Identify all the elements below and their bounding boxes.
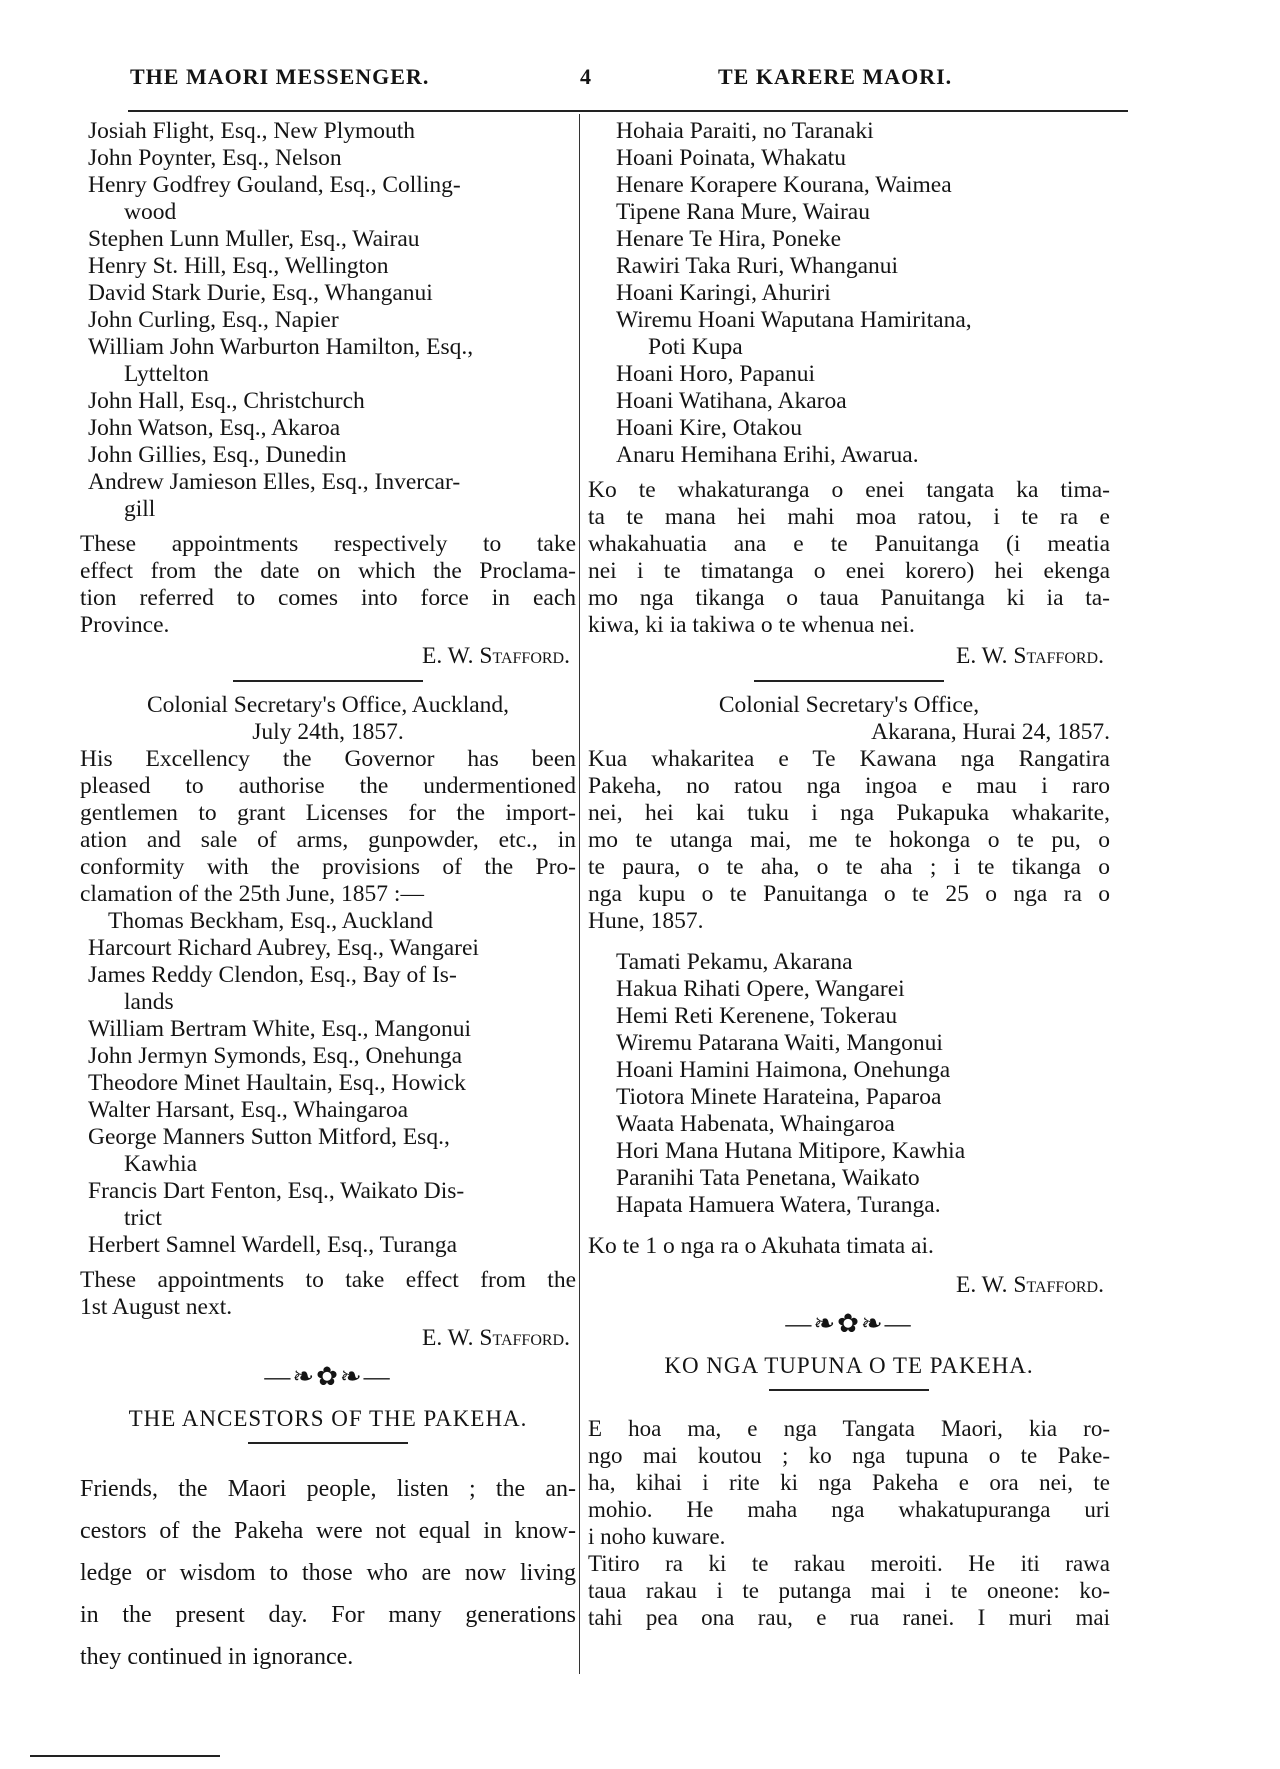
text-line: 1st August next. [80, 1294, 233, 1320]
article-body [588, 1415, 1110, 1631]
signature: E. W. Stafford. [421, 1325, 570, 1351]
list-item: Stephen Lunn Muller, Esq., Wairau [88, 226, 420, 252]
list-item: Hapata Hamuera Watera, Turanga. [616, 1192, 941, 1218]
list-item: John Poynter, Esq., Nelson [88, 145, 342, 171]
licensee-list [588, 949, 1110, 1219]
page-header [118, 64, 1128, 94]
list-item: Tiotora Minete Harateina, Paparoa [616, 1084, 942, 1110]
list-item: Tamati Pekamu, Akarana [616, 949, 853, 975]
article-title: THE ANCESTORS OF THE PAKEHA. [128, 1406, 528, 1431]
paragraph-appointments [80, 531, 576, 639]
list-item: Anaru Hemihana Erihi, Awarua. [616, 442, 919, 468]
signature: E. W. Stafford. [421, 643, 570, 669]
paragraph-licenses [80, 746, 576, 908]
list-item: Hoani Kire, Otakou [616, 415, 802, 441]
text-line: clamation of the 25th June, 1857 :— [80, 881, 424, 907]
text-line: Pakeha, no ratou nga ingoa e mau i raro [588, 773, 1110, 799]
list-item: Hoani Poinata, Whakatu [616, 145, 846, 171]
list-item: John Jermyn Symonds, Esq., Onehunga [88, 1043, 463, 1069]
list-item: John Curling, Esq., Napier [88, 307, 339, 333]
header-english-title: THE MAORI MESSENGER. [130, 64, 430, 89]
list-item: Paranihi Tata Penetana, Waikato [616, 1165, 920, 1191]
header-rule [128, 110, 1128, 112]
section-rule [754, 680, 944, 682]
text-line: Ko te whakaturanga o enei tangata ka tima- [588, 477, 1110, 503]
text-line: effect from the date on which the Proclama- [80, 558, 576, 584]
text-line: Province. [80, 612, 170, 638]
list-item: Hohaia Paraiti, no Taranaki [616, 118, 874, 144]
appointee-list-top [80, 118, 576, 523]
text-line: conformity with the provisions of the Pro- [80, 854, 576, 880]
list-item: William John Warburton Hamilton, Esq., [88, 334, 474, 360]
column-divider [579, 114, 580, 1674]
ornament-divider: —❧✿❧— [785, 1309, 913, 1338]
list-item: Poti Kupa [648, 334, 743, 360]
title-rule [248, 1442, 408, 1444]
ornament-divider: —❧✿❧— [264, 1362, 392, 1391]
list-item: Josiah Flight, Esq., New Plymouth [88, 118, 416, 144]
english-column [80, 118, 576, 1678]
text-line: i noho kuware. [588, 1524, 726, 1549]
list-item: Hoani Horo, Papanui [616, 361, 816, 387]
text-line: mo nga tikanga o taua Panuitanga ki ia ta- [588, 585, 1110, 611]
text-line: ation and sale of arms, gunpowder, etc., in [80, 827, 576, 853]
paragraph-appointments [588, 477, 1110, 639]
text-line: te paura, o te aha, o te aha ; i te tikanga o [588, 854, 1110, 880]
text-line: pleased to authorise the undermentioned [80, 773, 576, 799]
list-item: Waata Habenata, Whaingaroa [616, 1111, 895, 1137]
list-item: Walter Harsant, Esq., Whaingaroa [88, 1097, 409, 1123]
header-maori-title: TE KARERE MAORI. [718, 64, 953, 89]
list-item: gill [124, 496, 156, 522]
list-item: Herbert Samnel Wardell, Esq., Turanga [88, 1232, 458, 1258]
text-line: ledge or wisdom to those who are now living [80, 1560, 576, 1586]
text-line: nga kupu o te Panuitanga o te 25 o nga ra o [588, 881, 1110, 907]
paragraph-effective-date [80, 1267, 576, 1321]
text-line: they continued in ignorance. [80, 1644, 354, 1670]
text-line: nei i te timatanga o enei korero) hei ekenga [588, 558, 1110, 584]
paragraph-licenses [588, 746, 1110, 935]
text-line: Titiro ra ki te rakau meroiti. He iti rawa [588, 1551, 1110, 1576]
list-item: Hori Mana Hutana Mitipore, Kawhia [616, 1138, 966, 1164]
list-item: Wiremu Patarana Waiti, Mangonui [616, 1030, 943, 1056]
text-line: tahi pea ona rau, e rua ranei. I muri mai [588, 1605, 1110, 1630]
list-item: Hemi Reti Kerenene, Tokerau [616, 1003, 898, 1029]
text-line: These appointments to take effect from the [80, 1267, 576, 1293]
footer-rule [30, 1755, 220, 1757]
list-item: Henare Te Hira, Poneke [616, 226, 841, 252]
list-item: Harcourt Richard Aubrey, Esq., Wangarei [88, 935, 479, 961]
maori-column [588, 118, 1110, 1631]
list-item: Theodore Minet Haultain, Esq., Howick [88, 1070, 466, 1096]
page-number: 4 [580, 64, 592, 89]
article-title: KO NGA TUPUNA O TE PAKEHA. [664, 1353, 1034, 1378]
list-item: James Reddy Clendon, Esq., Bay of Is- [88, 962, 457, 988]
text-line: mohio. He maha nga whakatupuranga uri [588, 1497, 1110, 1522]
list-item: John Hall, Esq., Christchurch [88, 388, 365, 414]
list-item: Lyttelton [124, 361, 209, 387]
list-item: David Stark Durie, Esq., Whanganui [88, 280, 433, 306]
text-line: Hune, 1857. [588, 908, 704, 934]
text-line: Kua whakaritea e Te Kawana nga Rangatira [588, 746, 1110, 772]
list-item: Rawiri Taka Ruri, Whanganui [616, 253, 899, 279]
text-line: cestors of the Pakeha were not equal in know- [80, 1518, 576, 1544]
list-item: Wiremu Hoani Waputana Hamiritana, [616, 307, 972, 333]
office-date: July 24th, 1857. [252, 719, 404, 745]
text-line: ngo mai koutou ; ko nga tupuna o te Pake- [588, 1443, 1110, 1468]
text-line: His Excellency the Governor has been [80, 746, 576, 772]
text-line: nei, hei kai tuku i nga Pukapuka whakarite, [588, 800, 1110, 826]
office-dateline: Colonial Secretary's Office, Auckland, [146, 692, 510, 718]
list-item: Hakua Rihati Opere, Wangarei [616, 976, 905, 1002]
list-item: Francis Dart Fenton, Esq., Waikato Dis- [88, 1178, 465, 1204]
text-line: taua rakau i te putanga mai i te oneone: ko- [588, 1578, 1110, 1603]
text-line: kiwa, ki ia takiwa o te whenua nei. [588, 612, 915, 638]
list-item: Kawhia [124, 1151, 198, 1177]
list-item: lands [124, 989, 174, 1015]
list-item: Henare Korapere Kourana, Waimea [616, 172, 952, 198]
list-item: wood [124, 199, 177, 225]
signature: E. W. Stafford. [955, 1272, 1104, 1298]
section-rule [233, 680, 423, 682]
list-item: William Bertram White, Esq., Mangonui [88, 1016, 472, 1042]
text-line: ta te mana hei mahi moa ratou, i te ra e [588, 504, 1110, 530]
office-date: Akarana, Hurai 24, 1857. [871, 719, 1110, 745]
list-item: trict [124, 1205, 162, 1231]
text-line: mo te utanga mai, me te hokonga o te pu, o [588, 827, 1110, 853]
signature: E. W. Stafford. [955, 643, 1104, 669]
text-line: tion referred to comes into force in each [80, 585, 576, 611]
list-item: George Manners Sutton Mitford, Esq., [88, 1124, 450, 1150]
text-line: whakahuatia ana e te Panuitanga (i meatia [588, 531, 1110, 557]
list-item: Henry Godfrey Gouland, Esq., Colling- [88, 172, 461, 198]
article-body [80, 1468, 576, 1678]
licensee-list [80, 908, 576, 1259]
text-line: These appointments respectively to take [80, 531, 576, 557]
office-dateline: Colonial Secretary's Office, [718, 692, 980, 718]
list-item: Hoani Watihana, Akaroa [616, 388, 847, 414]
paragraph-effective-date: Ko te 1 o nga ra o Akuhata timata ai. [588, 1233, 934, 1259]
list-item: John Gillies, Esq., Dunedin [88, 442, 347, 468]
text-line: in the present day. For many generations [80, 1602, 576, 1628]
text-line: E hoa ma, e nga Tangata Maori, kia ro- [588, 1416, 1110, 1441]
text-line: Friends, the Maori people, listen ; the an- [80, 1476, 576, 1502]
list-item: Hoani Hamini Haimona, Onehunga [616, 1057, 951, 1083]
list-item: Andrew Jamieson Elles, Esq., Invercar- [88, 469, 461, 495]
appointee-list-top [588, 118, 1110, 469]
list-item: Henry St. Hill, Esq., Wellington [88, 253, 389, 279]
text-line: ha, kihai i rite ki nga Pakeha e ora nei, te [588, 1470, 1110, 1495]
title-rule [769, 1389, 929, 1391]
text-line: gentlemen to grant Licenses for the import- [80, 800, 576, 826]
list-item: John Watson, Esq., Akaroa [88, 415, 341, 441]
list-item: Tipene Rana Mure, Wairau [616, 199, 870, 225]
list-item: Hoani Karingi, Ahuriri [616, 280, 831, 306]
list-item: Thomas Beckham, Esq., Auckland [108, 908, 434, 934]
